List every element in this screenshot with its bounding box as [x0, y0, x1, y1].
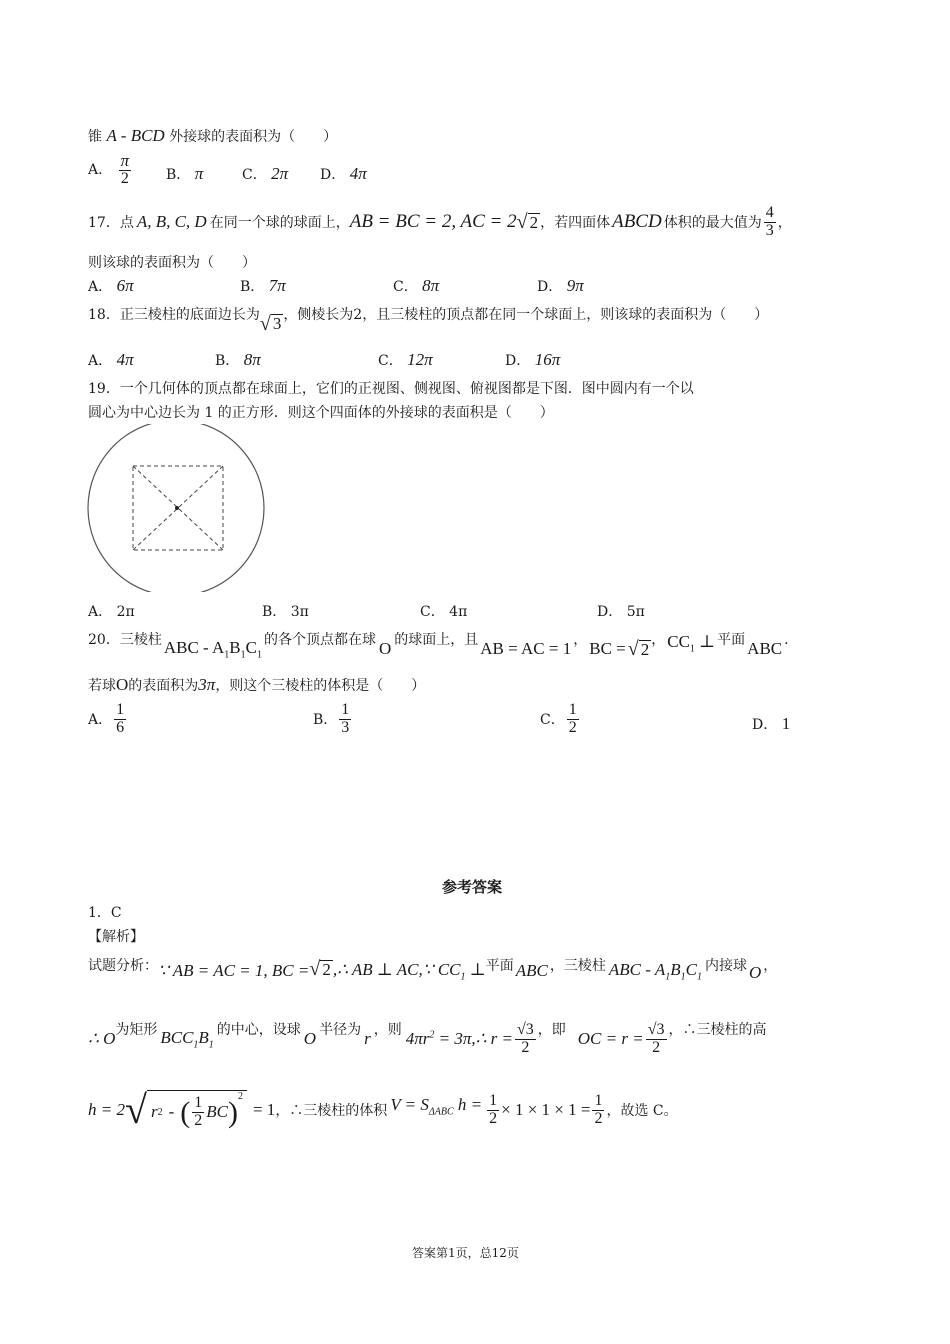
q20-line2: 若球O的表面积为3π，则这个三棱柱的体积是（ ）: [88, 675, 426, 694]
q18-option-c: C． 12π: [378, 350, 433, 369]
height-radical: √ r 2 - ( $\frac{1}{2}$ BC ) $^2$: [125, 1090, 247, 1130]
analysis-line1: 试题分析： ∵ AB = AC = 1, BC = √ 2 ,∴ AB ⊥ AC,∵ $CC_1$ ⊥ 平面 ABC ，三棱柱 ABC - $A_1B_1C_1$ 内接球 O ，: [88, 958, 778, 983]
q19-option-d: D． 5π: [597, 604, 645, 620]
sqrt-3: √ 3: [259, 313, 282, 335]
figure-center-point: [175, 506, 179, 510]
q18-stem: 18． 正三棱柱的底面边长为 √ 3 ，侧棱长为2，且三棱柱的顶点都在同一个球面上，则该球的表面积为（ ）: [88, 307, 769, 335]
q20-stem: 20． 三棱柱 ABC - $A_1B_1C_1$ 的各个顶点都在球 O 的球面上，且 AB = AC = 1 ， BC = √ 2 ， $CC_1$ ⊥ 平面 ABC ．: [88, 632, 799, 661]
q17-option-b: B． 7π: [240, 276, 286, 295]
q18-option-d: D． 16π: [505, 350, 561, 369]
q19-figure: [86, 424, 270, 592]
q19-line1: 19．一个几何体的顶点都在球面上，它们的正视图、侧视图、俯视图都是下图．图中圆内有一个以: [88, 381, 694, 397]
page-footer: 答案第1页，总12页: [412, 1246, 519, 1260]
q17-line2: 则该球的表面积为（ ）: [88, 255, 256, 271]
sqrt-2: √ 2: [627, 638, 650, 661]
q16-option-d: D． 4π: [320, 164, 367, 183]
q17-max-volume-fraction: $\frac{4}{3}$: [765, 204, 774, 239]
q16-stem: 锥 A - BCD 外接球的表面积为（ ）: [88, 126, 338, 145]
q20-option-a: A． $\frac{1}{6}$: [88, 701, 125, 736]
answer-item-1: 1．C: [88, 905, 122, 921]
q18-option-a: A． 4π: [88, 350, 134, 369]
q19-line2: 圆心为中心边长为 1 的正方形．则这个四面体的外接球的表面积是（ ）: [88, 405, 554, 421]
analysis-line3: h = 2 √ r 2 - ( $\frac{1}{2}$ BC ) $^2$ = 1 ，∴三棱柱的体积 $V = S_{\Delta ABC}$ h = $\frac{1}{2}$ × 1 × 1 × 1 = $\frac{1}{2}$ ，故选 C。: [88, 1087, 678, 1132]
q17-option-a: A． 6π: [88, 276, 134, 295]
q16-option-a-fraction: $\frac{\pi}{2}$: [120, 151, 130, 187]
answers-title: 参考答案: [442, 878, 503, 896]
q20-option-c: C． $\frac{1}{2}$: [540, 701, 577, 736]
q17-option-c: C． 8π: [393, 276, 440, 295]
q19-option-a: A． 2π: [88, 604, 135, 620]
analysis-line2: ∴ O 为矩形 $BCC_1B_1$ 的中心，设球 O 半径为 r ，则 $4\pi r^2$ = 3π,∴ r = $\frac{√3}{2}$ ，即 OC = r = $\frac{√3}{2}$ ，∴三棱柱的高: [88, 1021, 767, 1056]
q17-option-d: D． 9π: [537, 276, 584, 295]
q20-option-d: D． 1: [752, 714, 791, 733]
analysis-tag: 【解析】: [88, 929, 144, 945]
q19-option-b: B． 3π: [262, 604, 309, 620]
q17-stem: 17． 点 A, B, C, D 在同一个球的球面上， AB = BC = 2, AC = 2 √ 2 ，若四面体 ABCD 体积的最大值为 $\frac{4}{3}$ ，: [88, 204, 792, 239]
q16-option-a: A． $\frac{\pi}{2}$: [88, 151, 130, 187]
sqrt-2: √ 2: [516, 211, 539, 234]
q16-option-c: C． 2π: [242, 164, 289, 183]
q16-option-b: B． π: [166, 164, 204, 183]
q20-option-b: B． $\frac{1}{3}$: [313, 701, 350, 736]
q18-option-b: B． 8π: [215, 350, 261, 369]
q19-option-c: C． 4π: [420, 604, 468, 620]
